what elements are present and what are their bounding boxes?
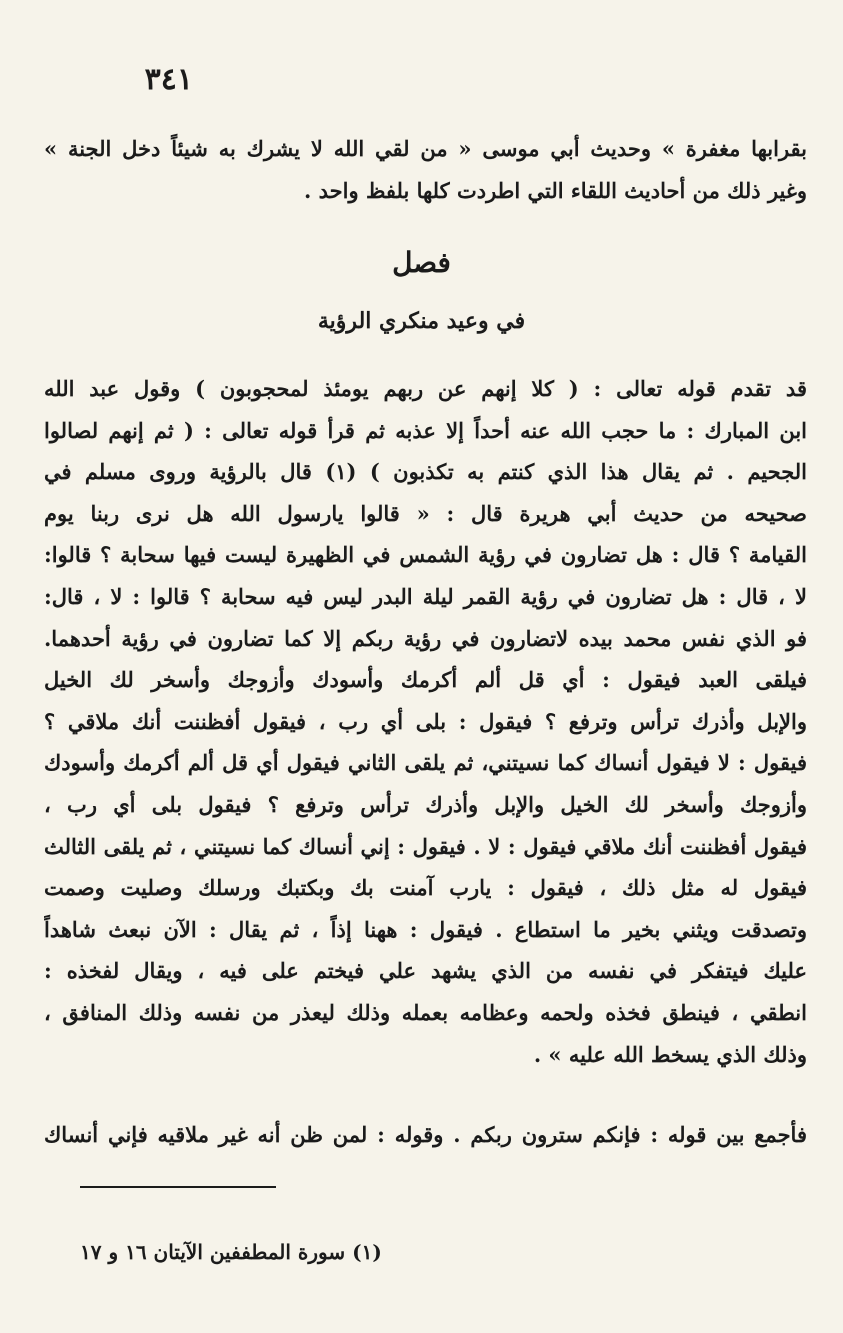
text-line: عليك فيتفكر في نفسه من الذي يشهد علي فيختم على فيه ، ويقال لفخذه :	[44, 958, 807, 984]
text-line: وتصدقت ويثني بخير ما استطاع . فيقول : ههنا إذاً ، ثم يقال : الآن نبعث شاهداً	[44, 916, 807, 942]
text-line: بقرابها مغفرة » وحديث أبي موسى « من لقي الله لا يشرك به شيئاً دخل الجنة »	[44, 136, 807, 161]
intro-paragraph	[44, 128, 807, 212]
text-line: وغير ذلك من أحاديث اللقاء التي اطردت كلها بلفظ واحد .	[304, 178, 807, 203]
text-line: ابن المبارك : ما حجب الله عنه أحداً إلا عذبه ثم قرأ قوله تعالى : ( ثم إنهم لصالوا	[44, 417, 807, 443]
text-line: قد تقدم قوله تعالى : ( كلا إنهم عن ربهم يومئذ لمحجوبون ) وقول عبد الله	[44, 376, 807, 401]
page-number: ٣٤١	[144, 62, 193, 97]
text-line: وذلك الذي يسخط الله عليه » .	[533, 1041, 807, 1067]
text-line: لا ، قال : هل تضارون في رؤية القمر ليلة البدر ليس فيه سحابة ؟ قالوا : لا ، قال:	[44, 583, 807, 609]
text-line: فيلقى العبد فيقول : أي قل ألم أكرمك وأسودك وأزوجك وأسخر لك الخيل	[44, 667, 807, 693]
text-line: فيقول : لا فيقول أنساك كما نسيتني، ثم يلقى الثاني فيقول أي قل ألم أكرمك وأسودك	[44, 750, 807, 776]
body-paragraph	[44, 368, 807, 1075]
footnote-divider	[80, 1186, 276, 1188]
text-line: صحيحه من حديث أبي هريرة قال : « قالوا يارسول الله هل نرى ربنا يوم	[44, 500, 807, 526]
closing-paragraph	[44, 1118, 807, 1152]
text-line: فأجمع بين قوله : فإنكم سترون ربكم . وقوله : لمن ظن أنه غير ملاقيه فإني أنساك	[44, 1122, 807, 1147]
text-line: وأزوجك وأسخر لك الخيل والإبل وأذرك ترأس وترفع ؟ فيقول بلى أي رب ،	[44, 791, 807, 817]
text-line: والإبل وأذرك ترأس وترفع ؟ فيقول : بلى أي رب ، فيقول أفظننت أنك ملاقي ؟	[44, 708, 807, 734]
text-line: فيقول له مثل ذلك ، فيقول : يارب آمنت بك وبكتبك ورسلك وصليت وصمت	[44, 875, 807, 901]
text-line: فيقول أفظننت أنك ملاقي فيقول : لا . فيقول : إني أنساك كما نسيتني ، ثم يلقى الثالث	[44, 833, 807, 859]
section-subtitle: في وعيد منكري الرؤية	[317, 308, 526, 334]
text-line: انطقي ، فينطق فخذه ولحمه وعظامه بعمله وذلك ليعذر من نفسه وذلك المنافق ،	[44, 999, 807, 1025]
text-line: الجحيم . ثم يقال هذا الذي كنتم به تكذبون ) (١) قال بالرؤية وروى مسلم في	[44, 459, 807, 485]
text-line: القيامة ؟ قال : هل تضارون في رؤية الشمس في الظهيرة ليست فيها سحابة ؟ قالوا:	[44, 542, 807, 568]
footnote: (١) سورة المطففين الآيتان ١٦ و ١٧	[80, 1240, 382, 1264]
text-line: فو الذي نفس محمد بيده لاتضارون في رؤية ربكم إلا كما تضارون في رؤية أحدهما.	[44, 625, 807, 651]
section-title: فصل	[392, 246, 451, 279]
